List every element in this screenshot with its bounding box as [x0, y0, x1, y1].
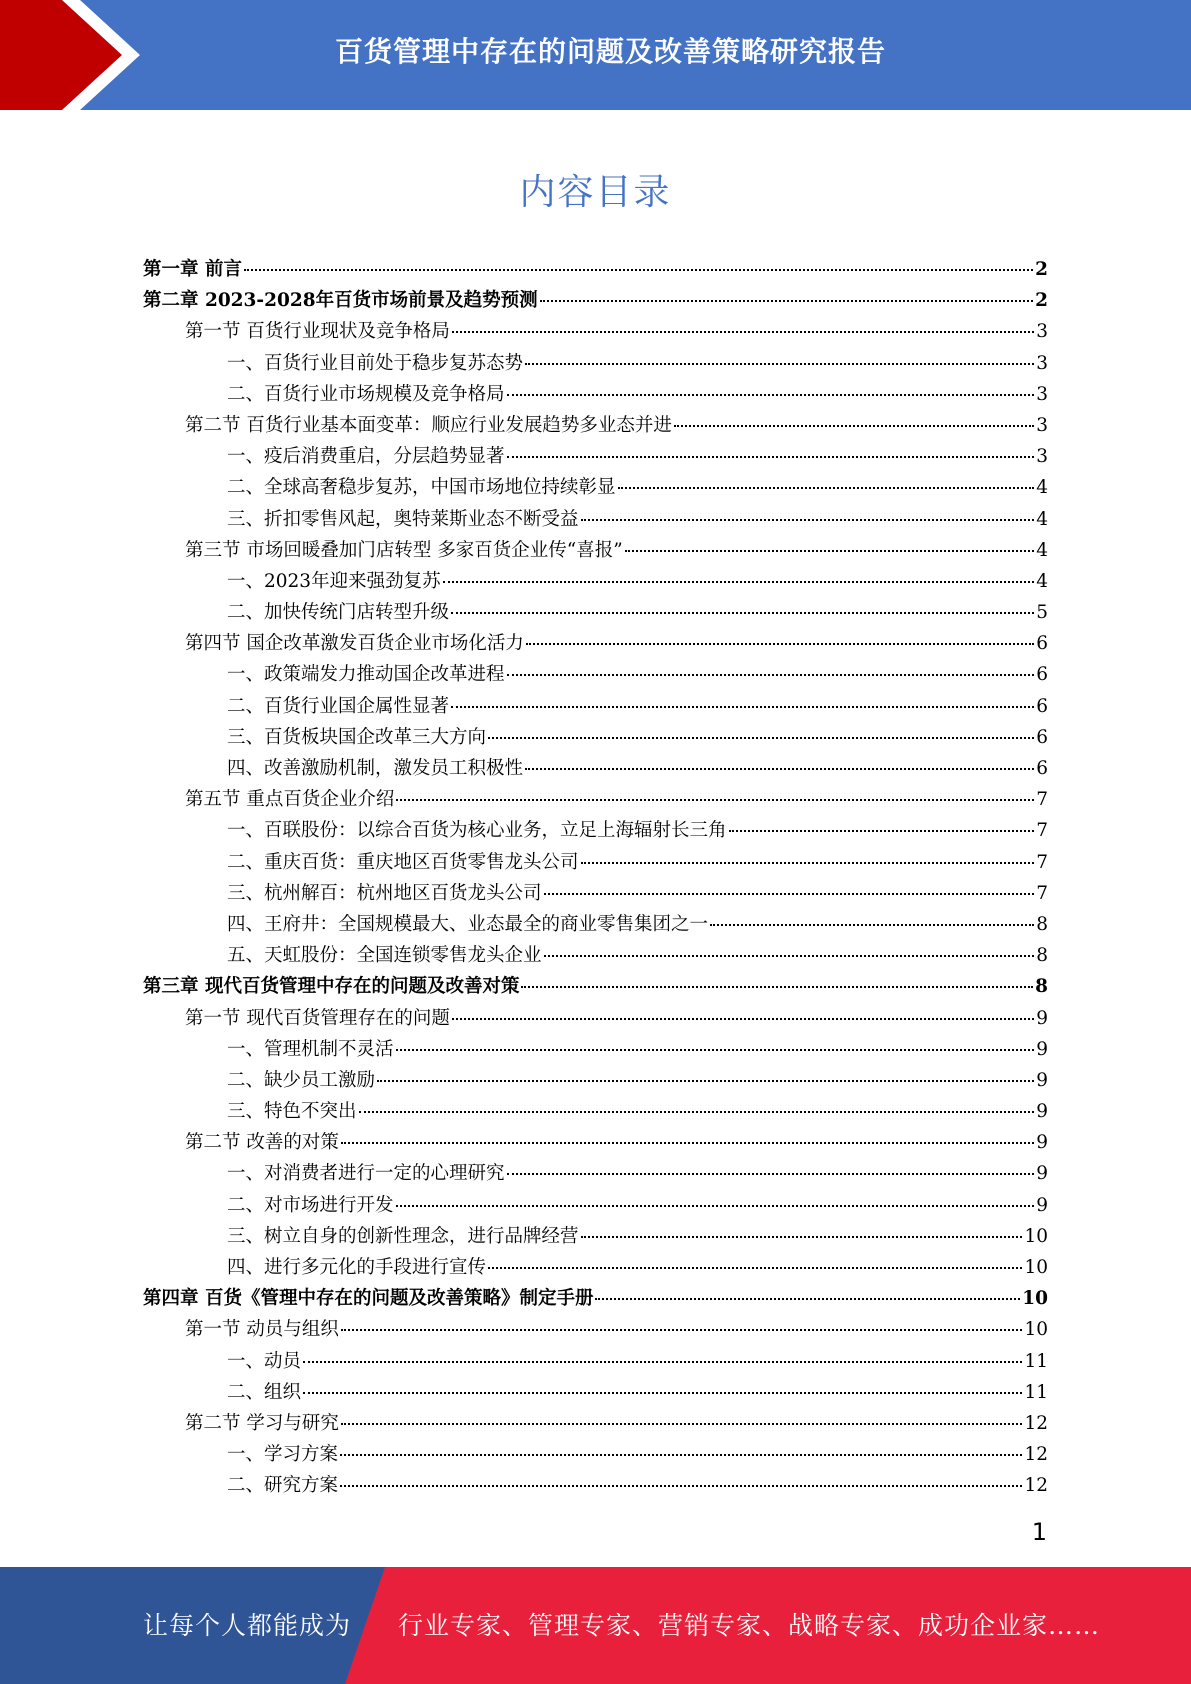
toc-entry-page: 9 — [1036, 1163, 1048, 1185]
toc-entry-page: 6 — [1036, 664, 1048, 686]
toc-dot-leader — [488, 1267, 1022, 1269]
toc-entry[interactable] — [143, 1439, 1048, 1470]
toc-entry-title: 二、全球高奢稳步复苏，中国市场地位持续彰显 — [227, 477, 616, 499]
toc-entry[interactable] — [143, 659, 1048, 690]
toc-entry-title: 二、百货行业国企属性显著 — [227, 695, 450, 717]
toc-entry[interactable] — [143, 722, 1048, 753]
toc-dot-leader — [595, 1298, 1020, 1300]
toc-entry-title: 第四节 国企改革激发百货企业市场化活力 — [185, 633, 524, 655]
toc-dot-leader — [341, 1142, 1034, 1144]
toc-entry[interactable] — [143, 1314, 1048, 1345]
toc-dot-leader — [303, 1361, 1022, 1363]
toc-entry-title: 第四章 百货《管理中存在的问题及改善策略》制定手册 — [143, 1288, 594, 1310]
toc-entry-page: 7 — [1036, 820, 1048, 842]
toc-entry-page: 6 — [1036, 695, 1048, 717]
toc-dot-leader — [396, 1205, 1035, 1207]
header-title: 百货管理中存在的问题及改善策略研究报告 — [334, 35, 886, 68]
toc-entry[interactable] — [143, 753, 1048, 784]
toc-dot-leader — [443, 581, 1035, 583]
toc-dot-leader — [377, 1080, 1034, 1082]
toc-entry[interactable] — [143, 472, 1048, 503]
toc-entry-title: 第五节 重点百货企业介绍 — [185, 789, 395, 811]
toc-dot-leader — [710, 924, 1034, 926]
toc-entry-page: 7 — [1036, 851, 1048, 873]
toc-entry[interactable] — [143, 1252, 1048, 1283]
toc-entry[interactable] — [143, 878, 1048, 909]
toc-entry-page: 3 — [1036, 321, 1048, 343]
toc-dot-leader — [396, 1049, 1035, 1051]
footer-slogan-left: 让每个人都能成为 — [143, 1611, 352, 1640]
toc-entry-page: 3 — [1036, 446, 1048, 468]
toc-entry[interactable] — [143, 504, 1048, 535]
toc-dot-leader — [303, 1392, 1022, 1394]
toc-dot-leader — [340, 1454, 1022, 1456]
toc-dot-leader — [521, 986, 1033, 988]
toc-entry-page: 10 — [1024, 1319, 1048, 1341]
toc-entry-title: 二、重庆百货：重庆地区百货零售龙头公司 — [227, 851, 579, 873]
toc-entry-title: 第二节 百货行业基本面变革：顺应行业发展趋势多业态并进 — [185, 414, 672, 436]
footer-slogan-right: 行业专家、管理专家、营销专家、战略专家、成功企业家…… — [398, 1611, 1101, 1640]
toc-entry-page: 4 — [1036, 477, 1048, 499]
toc-entry-page: 7 — [1036, 882, 1048, 904]
toc-entry-title: 一、对消费者进行一定的心理研究 — [227, 1163, 505, 1185]
toc-entry-title: 第二章 2023-2028年百货市场前景及趋势预测 — [143, 290, 538, 312]
toc-entry-title: 第三节 市场回暖叠加门店转型 多家百货企业传“喜报” — [185, 539, 623, 561]
toc-entry-page: 2 — [1035, 290, 1048, 312]
toc-entry-page: 4 — [1036, 570, 1048, 592]
toc-dot-leader — [625, 550, 1035, 552]
toc-entry[interactable] — [143, 1158, 1048, 1189]
toc-entry[interactable] — [143, 1034, 1048, 1065]
toc-entry-title: 二、对市场进行开发 — [227, 1194, 394, 1216]
toc-dot-leader — [525, 363, 1034, 365]
toc-entry-title: 二、组织 — [227, 1381, 302, 1403]
toc-entry-title: 一、政策端发力推动国企改革进程 — [227, 664, 505, 686]
toc-entry[interactable] — [143, 316, 1048, 347]
toc-entry[interactable] — [143, 535, 1048, 566]
toc-entry-title: 四、王府井：全国规模最大、业态最全的商业零售集团之一 — [227, 913, 709, 935]
toc-entry-page: 3 — [1036, 352, 1048, 374]
toc-dot-leader — [452, 331, 1034, 333]
toc-entry-title: 一、百货行业目前处于稳步复苏态势 — [227, 352, 524, 374]
toc-entry-title: 第一节 动员与组织 — [185, 1319, 339, 1341]
toc-entry-title: 第三章 现代百货管理中存在的问题及改善对策 — [143, 976, 520, 998]
toc-entry[interactable] — [143, 1408, 1048, 1439]
toc-entry-page: 12 — [1024, 1412, 1048, 1434]
toc-entry[interactable] — [143, 1003, 1048, 1034]
toc-dot-leader — [488, 737, 1034, 739]
toc-entry-page: 6 — [1036, 758, 1048, 779]
toc-entry-title: 一、百联股份：以综合百货为核心业务，立足上海辐射长三角 — [227, 820, 727, 842]
toc-dot-leader — [451, 706, 1034, 708]
toc-entry[interactable] — [143, 909, 1048, 940]
header-bar — [0, 0, 1191, 110]
toc-entry-page: 3 — [1036, 414, 1048, 436]
toc-entry[interactable] — [143, 1221, 1048, 1252]
toc-entry-title: 第一章 前言 — [143, 259, 242, 280]
toc-entry-page: 10 — [1024, 1257, 1048, 1278]
toc-entry-title: 第一节 百货行业现状及竞争格局 — [185, 321, 450, 343]
toc-dot-leader — [507, 394, 1035, 396]
toc-entry-title: 三、特色不突出 — [227, 1101, 357, 1123]
toc-entry-title: 二、百货行业市场规模及竞争格局 — [227, 383, 505, 405]
toc-entry[interactable] — [143, 1377, 1048, 1408]
toc-entry[interactable] — [143, 1470, 1048, 1501]
footer-bar — [0, 1567, 1191, 1684]
toc-dot-leader — [396, 799, 1034, 801]
toc-dot-leader — [507, 456, 1035, 458]
toc-entry-title: 一、疫后消费重启，分层趋势显著 — [227, 446, 505, 468]
toc-entry-title: 一、动员 — [227, 1350, 302, 1372]
toc-entry-title: 一、2023年迎来强劲复苏 — [227, 570, 441, 592]
page-number: 1 — [1031, 1518, 1047, 1546]
toc-entry-page: 9 — [1036, 1132, 1048, 1154]
toc-entry-page: 3 — [1036, 383, 1048, 405]
toc-dot-leader — [451, 612, 1034, 614]
toc-entry[interactable] — [143, 971, 1048, 1002]
toc-entry-page: 6 — [1036, 726, 1048, 748]
toc-dot-leader — [452, 1018, 1034, 1020]
toc-entry-page: 11 — [1024, 1381, 1048, 1403]
toc-entry-title: 三、百货板块国企改革三大方向 — [227, 726, 487, 748]
toc-dot-leader — [544, 955, 1035, 957]
toc-dot-leader — [581, 519, 1035, 521]
toc-entry-title: 第二节 改善的对策 — [185, 1132, 339, 1154]
toc-dot-leader — [525, 768, 1034, 770]
toc-entry-page: 7 — [1036, 789, 1048, 811]
toc-dot-leader — [359, 1111, 1035, 1113]
toc-entry-title: 二、缺少员工激励 — [227, 1069, 376, 1091]
toc-entry-title: 第一节 现代百货管理存在的问题 — [185, 1007, 450, 1029]
toc-entry[interactable] — [143, 1346, 1048, 1377]
toc-entry-page: 9 — [1036, 1007, 1048, 1029]
toc-entry-page: 8 — [1036, 913, 1048, 935]
toc-dot-leader — [581, 1236, 1023, 1238]
toc-dot-leader — [341, 1329, 1023, 1331]
toc-entry-page: 2 — [1035, 259, 1048, 280]
toc-dot-leader — [526, 643, 1034, 645]
toc-dot-leader — [581, 862, 1035, 864]
toc-entry[interactable] — [143, 597, 1048, 628]
toc-entry-page: 4 — [1036, 508, 1048, 530]
toc-entry-title: 二、研究方案 — [227, 1475, 339, 1497]
toc-entry[interactable] — [143, 847, 1048, 878]
toc-entry[interactable] — [143, 1190, 1048, 1221]
toc-entry[interactable] — [143, 1283, 1048, 1314]
toc-dot-leader — [674, 425, 1034, 427]
toc-entry[interactable] — [143, 628, 1048, 659]
toc-entry[interactable] — [143, 254, 1048, 285]
toc-entry[interactable] — [143, 691, 1048, 722]
toc-entry-page: 9 — [1036, 1069, 1048, 1091]
toc-entry-page: 9 — [1036, 1194, 1048, 1216]
toc-entry-page: 4 — [1036, 539, 1048, 561]
toc-entry-title: 三、折扣零售风起，奥特莱斯业态不断受益 — [227, 508, 579, 530]
toc-entry-page: 12 — [1024, 1444, 1048, 1466]
toc-entry-page: 5 — [1036, 602, 1048, 624]
toc-entry-page: 8 — [1035, 976, 1048, 998]
toc-dot-leader — [540, 300, 1034, 302]
toc-entry-page: 9 — [1036, 1101, 1048, 1123]
toc-entry-page: 6 — [1036, 633, 1048, 655]
toc-dot-leader — [341, 1423, 1023, 1425]
toc-dot-leader — [244, 269, 1033, 271]
toc-entry-page: 12 — [1024, 1475, 1048, 1497]
toc-entry-title: 二、加快传统门店转型升级 — [227, 602, 450, 624]
toc-entry-page: 9 — [1036, 1038, 1048, 1060]
toc-entry-page: 10 — [1024, 1225, 1048, 1247]
toc-entry-title: 第二节 学习与研究 — [185, 1412, 339, 1434]
toc-entry-title: 四、改善激励机制，激发员工积极性 — [227, 758, 524, 779]
toc-entry-title: 三、树立自身的创新性理念，进行品牌经营 — [227, 1225, 579, 1247]
toc-entry[interactable] — [143, 379, 1048, 410]
toc-dot-leader — [507, 1173, 1035, 1175]
toc-entry[interactable] — [143, 348, 1048, 379]
toc-entry[interactable] — [143, 815, 1048, 846]
toc-entry-page: 11 — [1024, 1350, 1048, 1372]
toc-entry-page: 10 — [1022, 1288, 1048, 1310]
toc-entry-title: 五、天虹股份：全国连锁零售龙头企业 — [227, 945, 542, 967]
toc-entry[interactable] — [143, 940, 1048, 971]
toc-entry[interactable] — [143, 784, 1048, 815]
toc-entry[interactable] — [143, 566, 1048, 597]
toc-dot-leader — [544, 893, 1035, 895]
toc-title: 内容目录 — [519, 172, 672, 213]
toc-entry[interactable] — [143, 441, 1048, 472]
toc-entry-title: 一、学习方案 — [227, 1444, 339, 1466]
toc-entry-title: 四、进行多元化的手段进行宣传 — [227, 1257, 487, 1278]
toc-dot-leader — [729, 830, 1035, 832]
toc-entry[interactable] — [143, 410, 1048, 441]
table-of-contents — [143, 254, 1048, 1502]
toc-dot-leader — [340, 1485, 1022, 1487]
toc-entry-title: 一、管理机制不灵活 — [227, 1038, 394, 1060]
toc-entry[interactable] — [143, 1096, 1048, 1127]
toc-entry[interactable] — [143, 1127, 1048, 1158]
toc-entry-page: 8 — [1036, 945, 1048, 967]
toc-dot-leader — [618, 487, 1035, 489]
toc-entry[interactable] — [143, 285, 1048, 316]
toc-dot-leader — [507, 674, 1035, 676]
toc-entry-title: 三、杭州解百：杭州地区百货龙头公司 — [227, 882, 542, 904]
toc-entry[interactable] — [143, 1065, 1048, 1096]
